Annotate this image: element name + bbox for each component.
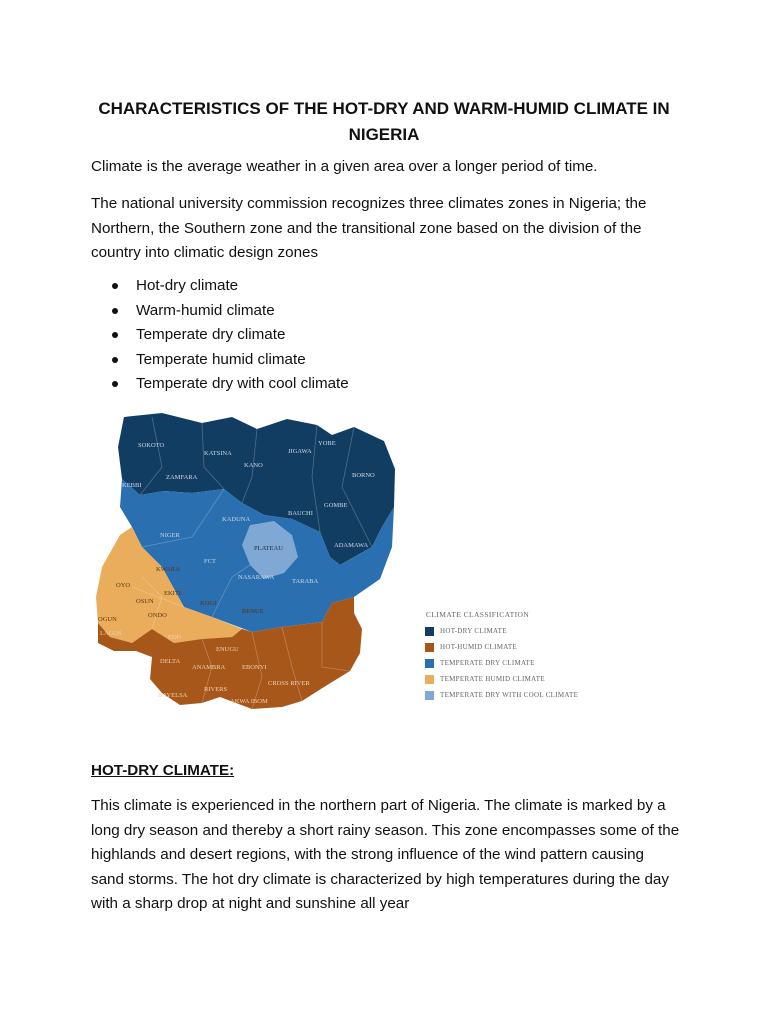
legend-item xyxy=(425,623,625,639)
state-label-akwa-ibom: AKWA IBOM xyxy=(230,698,268,705)
bullet-icon xyxy=(112,308,118,314)
intro-paragraph: Climate is the average weather in a given area over a longer period of time. xyxy=(91,158,598,175)
section-heading-text: HOT-DRY CLIMATE: xyxy=(91,762,235,779)
state-label-ebonyi: EBONYI xyxy=(242,664,267,671)
state-label-zamfara: ZAMFARA xyxy=(166,474,198,481)
bullet-icon xyxy=(112,283,118,289)
state-label-kano: KANO xyxy=(244,462,263,469)
state-label-plateau: PLATEAU xyxy=(254,545,283,552)
state-label-kogi: KOGI xyxy=(200,600,217,607)
state-label-enugu: ENUGU xyxy=(216,646,239,653)
state-label-fct: FCT xyxy=(204,558,216,565)
state-label-osun: OSUN xyxy=(136,598,154,605)
legend-item xyxy=(425,655,625,671)
state-label-niger: NIGER xyxy=(160,532,180,539)
state-label-ondo: ONDO xyxy=(148,612,167,619)
state-label-delta: DELTA xyxy=(160,658,181,665)
list-item-label: Temperate dry climate xyxy=(136,326,286,344)
state-label-ekiti: EKITI xyxy=(164,590,181,597)
state-label-gombe: GOMBE xyxy=(324,502,348,509)
state-label-adamawa: ADAMAWA xyxy=(334,542,369,549)
state-label-borno: BORNO xyxy=(352,472,375,479)
list-item xyxy=(110,323,349,348)
list-item-label: Warm-humid climate xyxy=(136,301,275,319)
section-heading xyxy=(91,760,260,782)
map-legend xyxy=(425,610,625,703)
list-item-label: Hot-dry climate xyxy=(136,277,239,294)
climate-zone-list xyxy=(110,274,349,397)
state-label-sokoto: SOKOTO xyxy=(138,442,165,449)
bullet-icon xyxy=(112,332,118,338)
list-item xyxy=(110,348,349,373)
legend-swatch xyxy=(425,627,434,636)
bullet-icon xyxy=(112,381,118,387)
legend-label: TEMPERATE DRY WITH COOL CLIMATE xyxy=(440,691,579,699)
legend-item xyxy=(425,687,625,703)
state-label-lagos: LAGOS xyxy=(100,630,122,637)
state-label-benue: BENUE xyxy=(242,608,264,615)
state-label-cross-river: CROSS RIVER xyxy=(268,680,310,687)
list-item xyxy=(110,299,349,324)
state-label-ogun: OGUN xyxy=(98,616,117,623)
state-label-bayelsa: BAYELSA xyxy=(158,692,188,699)
legend-label: HOT-DRY CLIMATE xyxy=(440,627,507,635)
list-item xyxy=(110,372,349,397)
list-item-label: Temperate dry with cool climate xyxy=(136,375,349,393)
list-item xyxy=(110,274,349,299)
state-label-nasarawa: NASARAWA xyxy=(238,574,275,581)
list-item-label: Temperate humid climate xyxy=(136,350,306,368)
state-label-rivers: RIVERS xyxy=(204,686,228,693)
state-label-taraba: TARABA xyxy=(292,578,319,585)
document-title: CHARACTERISTICS OF THE HOT-DRY AND WARM-HUMID CLIMATE IN NIGERIA xyxy=(98,99,670,144)
legend-swatch xyxy=(425,675,434,684)
legend-swatch xyxy=(425,691,434,700)
state-label-edo: EDO xyxy=(168,634,182,641)
state-label-yobe: YOBE xyxy=(318,440,336,447)
legend-swatch xyxy=(425,659,434,668)
state-label-katsina: KATSINA xyxy=(204,450,232,457)
legend-title: CLIMATE CLASSIFICATION xyxy=(426,610,530,619)
legend-item xyxy=(425,671,625,687)
legend-label: TEMPERATE HUMID CLIMATE xyxy=(440,675,545,683)
legend-label: HOT-HUMID CLIMATE xyxy=(440,643,517,651)
legend-label: TEMPERATE DRY CLIMATE xyxy=(440,659,535,667)
state-label-kaduna: KADUNA xyxy=(222,516,251,523)
zones-paragraph: The national university commission recognizes three climates zones in Nigeria; the Northern, the Southern zone and the transitional zone based on the division of the country into climatic design zones xyxy=(91,195,647,261)
state-label-kwara: KWARA xyxy=(156,566,180,573)
state-label-oyo: OYO xyxy=(116,582,131,589)
legend-item xyxy=(425,639,625,655)
section-body: This climate is experienced in the northern part of Nigeria. The climate is marked by a long dry season and thereby a short rainy season. This zone encompasses some of the highlands and desert regions, with the strong influence of the wind pattern causing sand storms. The hot dry climate is characterized by high temperatures during the day with a sharp drop at night and sunshine all year xyxy=(91,797,680,912)
state-label-bauchi: BAUCHI xyxy=(288,510,313,517)
bullet-icon xyxy=(112,357,118,363)
state-label-jigawa: JIGAWA xyxy=(288,448,312,455)
legend-swatch xyxy=(425,643,434,652)
state-label-kebbi: KEBBI xyxy=(122,482,142,489)
state-label-anambra: ANAMBRA xyxy=(192,664,226,671)
